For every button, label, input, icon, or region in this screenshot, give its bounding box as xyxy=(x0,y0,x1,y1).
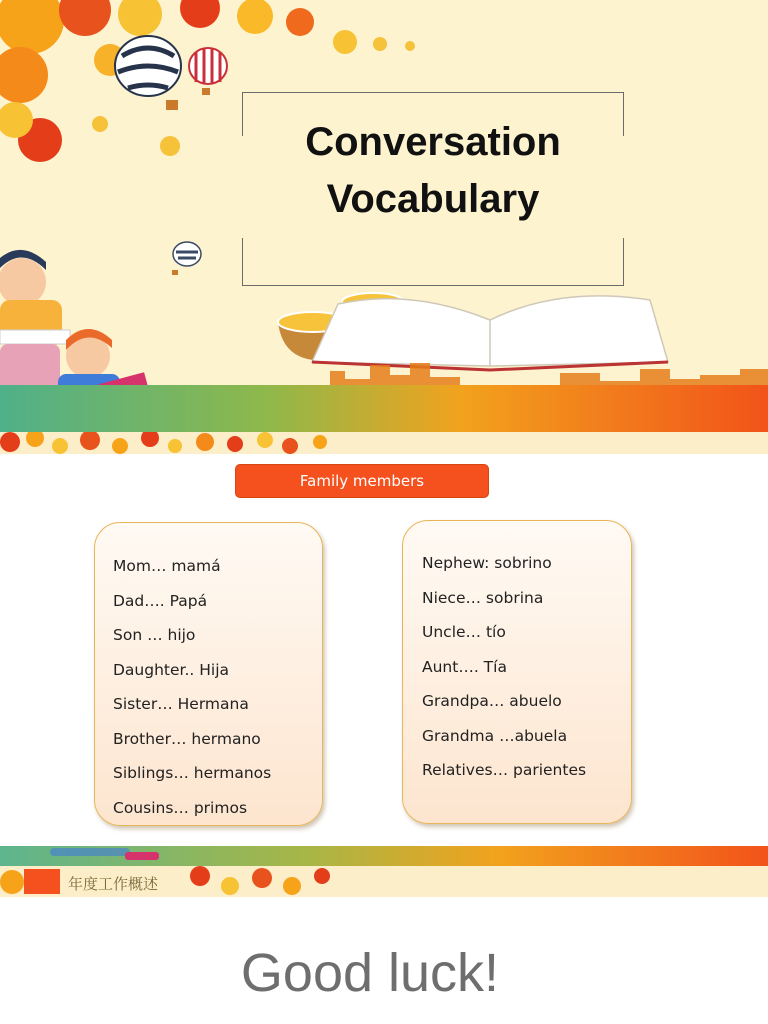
list-item: Dad…. Papá xyxy=(113,591,208,610)
vocabulary-slide xyxy=(0,432,768,866)
list-item: Cousins… primos xyxy=(113,798,248,817)
list-item: Daughter.. Hija xyxy=(113,660,230,679)
list-item: Relatives… parientes xyxy=(422,761,587,779)
closing-header-band xyxy=(0,866,768,897)
list-item: Mom… mamá xyxy=(113,557,221,575)
family-members-header: Family members xyxy=(235,464,489,498)
section-marker xyxy=(24,869,60,894)
page-title xyxy=(242,114,624,228)
list-item: Siblings… hermanos xyxy=(113,764,272,782)
list-item: Niece… sobrina xyxy=(422,588,544,607)
list-item: Nephew: sobrino xyxy=(422,554,552,572)
title-line-2: Vocabulary xyxy=(326,177,540,221)
skyline-ground-decoration xyxy=(0,355,768,432)
title-slide xyxy=(0,0,768,432)
closing-heading: Good luck! xyxy=(240,943,500,1003)
vocab-list-right xyxy=(422,546,586,788)
list-item: Son … hijo xyxy=(113,626,196,644)
vocab-card-left xyxy=(94,522,323,826)
vocab-list-left xyxy=(113,549,271,825)
maple-leaves-icon xyxy=(0,432,768,454)
vocab-card-right xyxy=(402,520,632,824)
section-label: 年度工作概述 xyxy=(68,875,159,893)
list-item: Aunt…. Tía xyxy=(422,657,507,676)
title-frame xyxy=(242,92,624,286)
title-line-1: Conversation xyxy=(305,120,561,164)
title-frame-bottom xyxy=(242,238,624,286)
leaf-strip-decoration xyxy=(0,432,768,454)
list-item: Uncle… tío xyxy=(422,623,506,641)
list-item: Grandpa… abuelo xyxy=(422,692,562,710)
ground-strip-decoration xyxy=(0,846,768,866)
closing-slide xyxy=(0,866,768,1024)
list-item: Grandma …abuela xyxy=(422,726,568,745)
list-item: Brother… hermano xyxy=(113,729,261,748)
list-item: Sister… Hermana xyxy=(113,695,249,713)
